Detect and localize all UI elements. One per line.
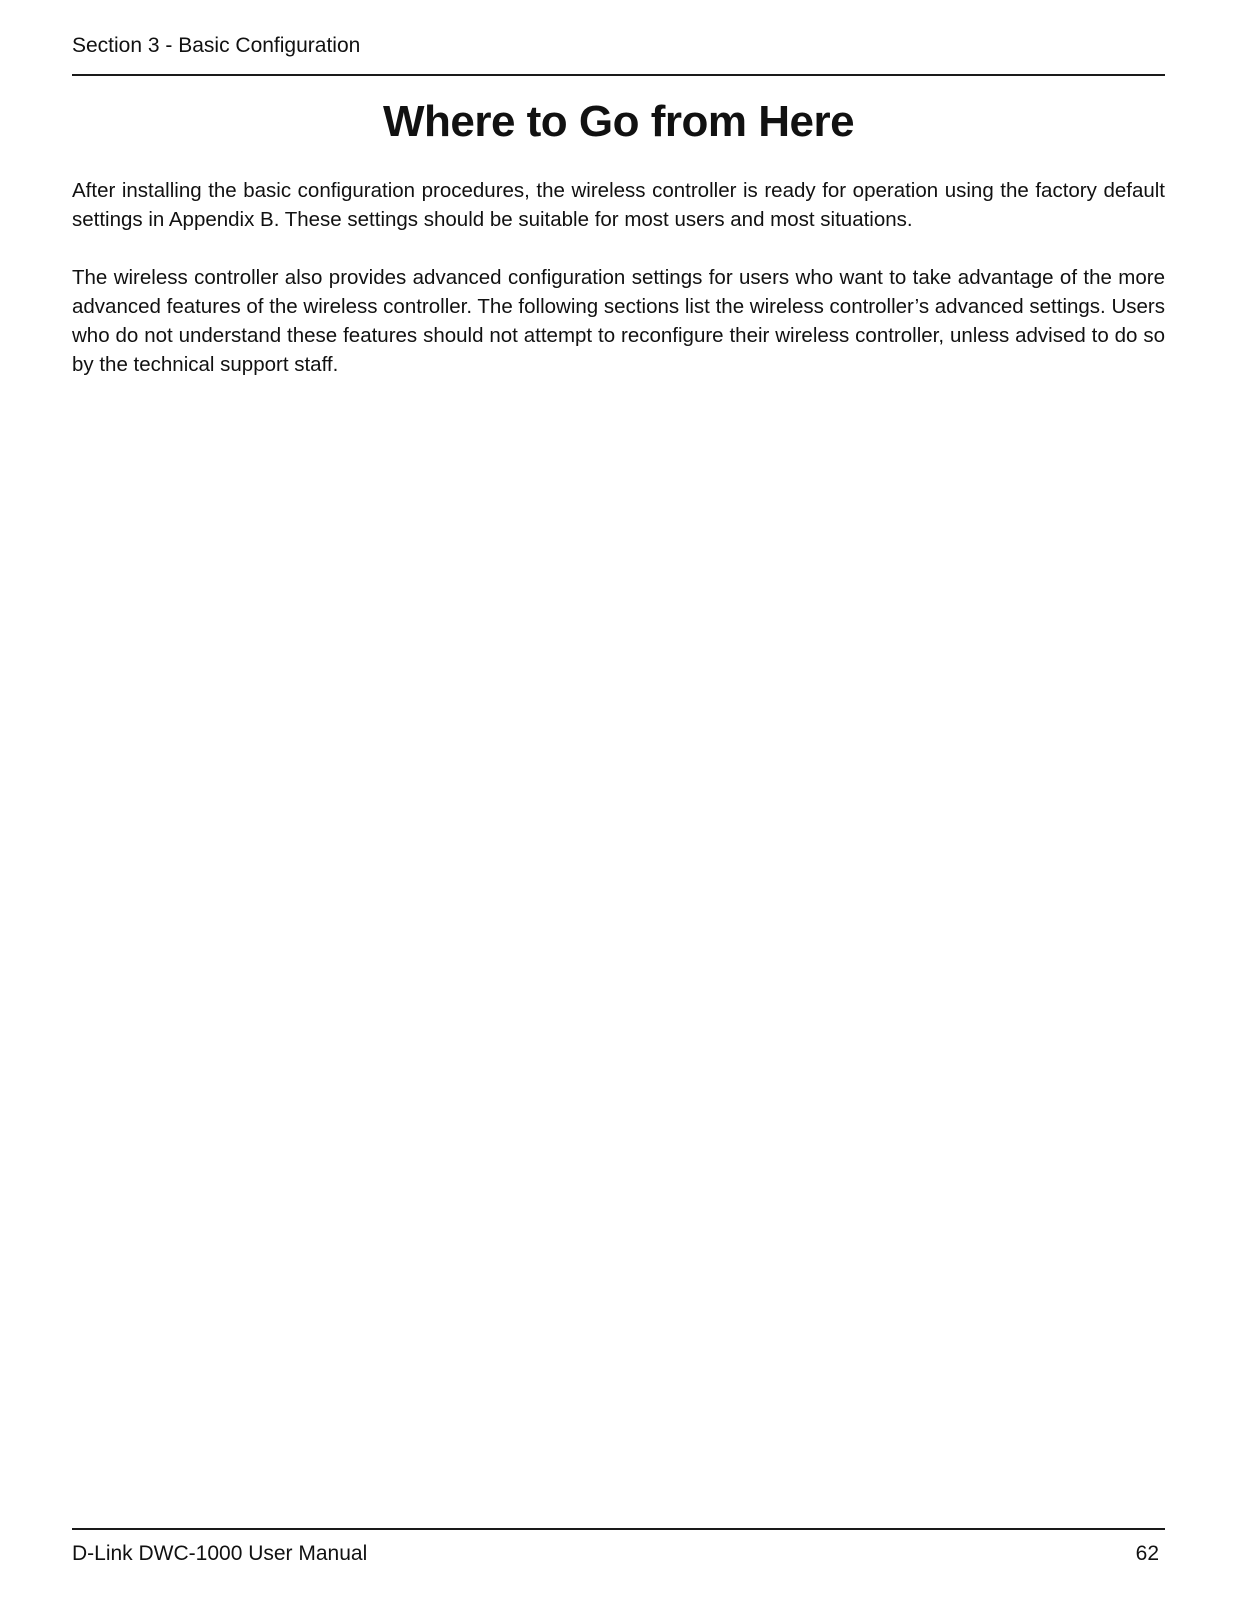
body-text <box>72 176 1165 408</box>
section-label: Section 3 - Basic Configuration <box>72 34 361 57</box>
paragraph-intro: After installing the basic configuration procedures, the wireless controller is ready for operation using the factory default settings in Appendix B. These settings should be suitable for most users and most situations. <box>72 179 1165 231</box>
paragraph-advanced: The wireless controller also provides advanced configuration settings for users who want to take advantage of the more advanced features of the wireless controller. The following sections list the wireless controller’s advanced settings. Users who do not understand these features should not attempt to reconfigure their wireless controller, unless advised to do so by the technical support staff. <box>72 266 1165 376</box>
manual-name: D-Link DWC-1000 User Manual <box>72 1542 368 1565</box>
page-number: 62 <box>1135 1542 1159 1565</box>
page-header <box>72 30 1165 76</box>
page-title: Where to Go from Here <box>382 97 855 146</box>
page-footer <box>72 1528 1165 1574</box>
